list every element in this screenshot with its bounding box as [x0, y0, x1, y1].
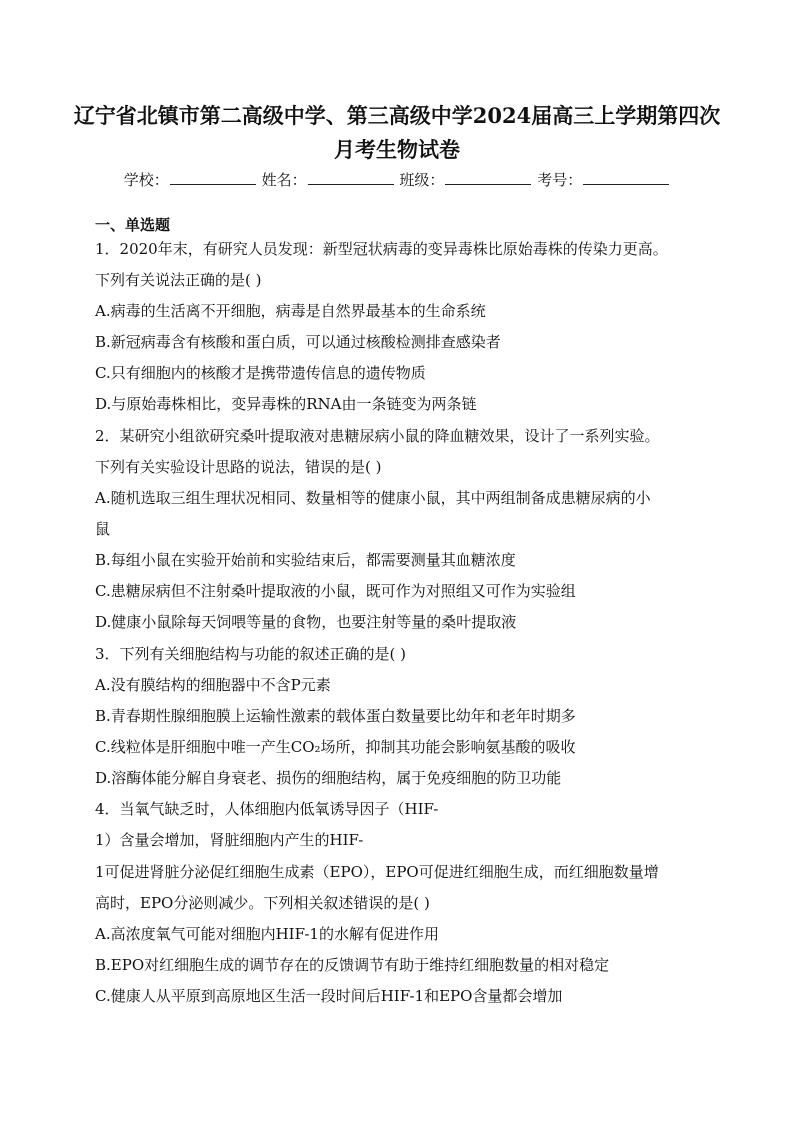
option-line: C.只有细胞内的核酸才是携带遗传信息的遗传物质 — [95, 364, 426, 382]
question-line: 2．某研究小组欲研究桑叶提取液对患糖尿病小鼠的降血糖效果，设计了一系列实验。 — [95, 427, 660, 445]
option-line: A.高浓度氧气可能对细胞内HIF-1的水解有促进作用 — [95, 925, 439, 943]
option-line: C.线粒体是肝细胞中唯一产生CO₂场所，抑制其功能会影响氨基酸的吸收 — [95, 738, 576, 756]
question-line: 1．2020年末，有研究人员发现：新型冠状病毒的变异毒株比原始毒株的传染力更高。 — [95, 240, 668, 258]
option-line: B.新冠病毒含有核酸和蛋白质，可以通过核酸检测排查感染者 — [95, 333, 501, 351]
name-blank[interactable] — [308, 169, 394, 185]
question-line: 1）含量会增加，肾脏细胞内产生的HIF- — [95, 831, 364, 849]
question-line: 下列有关实验设计思路的说法，错误的是( ) — [95, 458, 382, 476]
school-blank[interactable] — [170, 169, 256, 185]
name-label: 姓名： — [261, 171, 307, 189]
school-label: 学校： — [123, 171, 169, 189]
question-line: 高时，EPO分泌则减少。下列相关叙述错误的是( ) — [95, 894, 430, 912]
option-line: A.没有膜结构的细胞器中不含P元素 — [95, 676, 331, 694]
question-line: 3．下列有关细胞结构与功能的叙述正确的是( ) — [95, 645, 407, 663]
option-line: B.EPO对红细胞生成的调节存在的反馈调节有助于维持红细胞数量的相对稳定 — [95, 956, 610, 974]
option-line: D.溶酶体能分解自身衰老、损伤的细胞结构，属于免疫细胞的防卫功能 — [95, 769, 562, 787]
option-line: A.随机选取三组生理状况相同、数量相等的健康小鼠，其中两组制备成患糖尿病的小 — [95, 489, 651, 507]
question-line: 4．当氧气缺乏时，人体细胞内低氧诱导因子（HIF- — [95, 800, 439, 818]
question-line: 1可促进肾脏分泌促红细胞生成素（EPO），EPO可促进红细胞生成，而红细胞数量增 — [95, 863, 659, 881]
option-line: B.青春期性腺细胞膜上运输性激素的载体蛋白数量要比幼年和老年时期多 — [95, 707, 576, 725]
option-line: D.健康小鼠除每天饲喂等量的食物，也要注射等量的桑叶提取液 — [95, 613, 517, 631]
option-line: A.病毒的生活离不开细胞，病毒是自然界最基本的生命系统 — [95, 302, 486, 320]
number-blank[interactable] — [583, 169, 669, 185]
exam-title-line-2: 月考生物试卷 — [334, 137, 460, 162]
class-label: 班级： — [399, 171, 445, 189]
exam-title-line-1: 辽宁省北镇市第二高级中学、第三高级中学2024届高三上学期第四次 — [73, 103, 721, 128]
option-line: C.健康人从平原到高原地区生活一段时间后HIF-1和EPO含量都会增加 — [95, 987, 563, 1005]
question-line: 下列有关说法正确的是( ) — [95, 271, 262, 289]
option-line: 鼠 — [95, 520, 111, 538]
option-line: B.每组小鼠在实验开始前和实验结束后，都需要测量其血糖浓度 — [95, 551, 516, 569]
class-blank[interactable] — [445, 169, 531, 185]
section-heading: 一、单选题 — [95, 216, 171, 234]
option-line: C.患糖尿病但不注射桑叶提取液的小鼠，既可作为对照组又可作为实验组 — [95, 582, 576, 600]
student-info-row — [0, 169, 794, 191]
option-line: D.与原始毒株相比，变异毒株的RNA由一条链变为两条链 — [95, 395, 477, 413]
number-label: 考号： — [537, 171, 583, 189]
